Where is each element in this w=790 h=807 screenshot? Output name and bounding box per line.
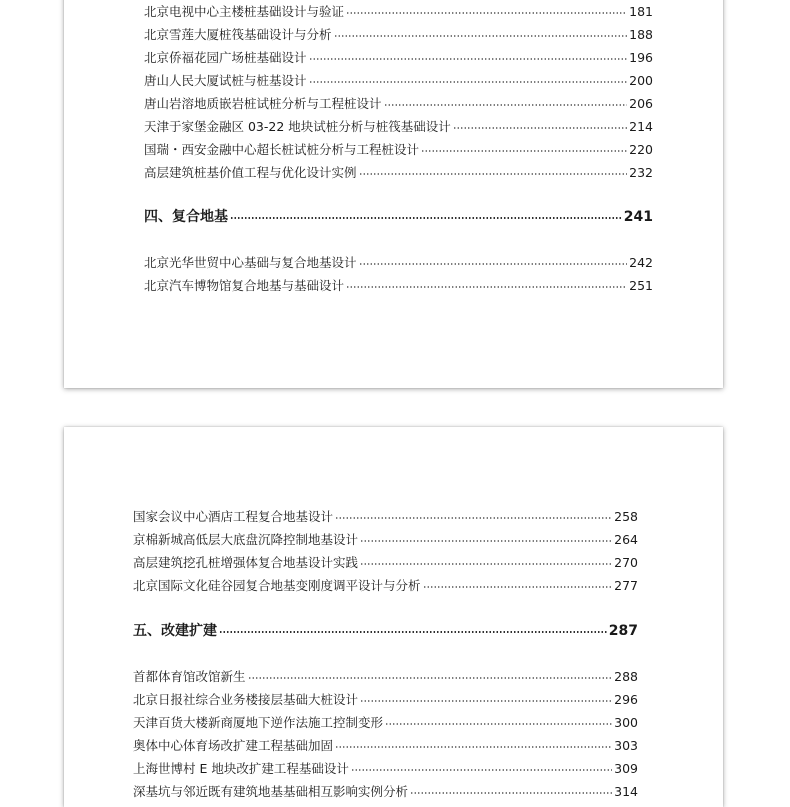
dot-leader — [384, 102, 628, 108]
toc-entry — [133, 780, 638, 803]
page-number: 296 — [614, 692, 638, 707]
toc-entry — [133, 505, 638, 528]
entry-title: 高层建筑桩基价值工程与优化设计实例 — [144, 165, 357, 180]
entry-title: 天津百货大楼新商厦地下逆作法施工控制变形 — [133, 715, 384, 730]
dot-leader — [359, 261, 628, 267]
page-number: 300 — [614, 715, 638, 730]
dot-leader — [334, 33, 628, 39]
entry-title: 首都体育馆改馆新生 — [133, 669, 246, 684]
dot-leader — [309, 56, 628, 62]
page-number: 303 — [614, 738, 638, 753]
toc-entry — [144, 274, 653, 297]
toc-entry — [133, 665, 638, 688]
entry-title: 深基坑与邻近既有建筑地基基础相互影响实例分析 — [133, 784, 409, 799]
toc-entry — [144, 0, 653, 23]
dot-leader — [335, 744, 612, 750]
toc-entry — [144, 161, 653, 184]
toc-entry — [133, 711, 638, 734]
toc-entry — [144, 69, 653, 92]
entry-title: 京棉新城高低层大底盘沉降控制地基设计 — [133, 532, 359, 547]
dot-leader — [360, 538, 612, 544]
document-page-1 — [64, 0, 723, 388]
section-title: 四、复合地基 — [144, 209, 228, 225]
entry-title: 唐山人民大厦试桩与桩基设计 — [144, 73, 307, 88]
toc-entry — [144, 115, 653, 138]
page-number: 232 — [629, 165, 653, 180]
dot-leader — [346, 10, 627, 16]
toc-entry — [144, 46, 653, 69]
page-number: 196 — [629, 50, 653, 65]
toc-entries — [144, 0, 653, 184]
entry-title: 上海世博村 E 地块改扩建工程基础设计 — [133, 761, 349, 776]
dot-leader — [360, 698, 612, 704]
entry-title: 北京国际文化硅谷园复合地基变刚度调平设计与分析 — [133, 578, 421, 593]
dot-leader — [359, 171, 628, 177]
page-number: 277 — [614, 578, 638, 593]
section-title: 五、改建扩建 — [133, 623, 217, 639]
entry-title: 国瑞・西安金融中心超长桩试桩分析与工程桩设计 — [144, 142, 420, 157]
page-number: 241 — [623, 209, 653, 225]
toc-entry — [144, 251, 653, 274]
page-number: 288 — [614, 669, 638, 684]
toc-entry — [144, 23, 653, 46]
dot-leader — [248, 675, 613, 681]
toc-section-heading — [133, 620, 638, 643]
page-number: 258 — [614, 509, 638, 524]
entry-title: 高层建筑挖孔桩增强体复合地基设计实践 — [133, 555, 359, 570]
entry-title: 北京雪莲大厦桩筏基础设计与分析 — [144, 27, 332, 42]
dot-leader — [410, 790, 612, 796]
page-number: 188 — [629, 27, 653, 42]
dot-leader — [219, 629, 607, 635]
page-number: 264 — [614, 532, 638, 547]
page-number: 220 — [629, 142, 653, 157]
page-number: 214 — [629, 119, 653, 134]
dot-leader — [351, 767, 612, 773]
toc-section — [133, 620, 638, 643]
dot-leader — [423, 584, 613, 590]
toc-entry — [133, 574, 638, 597]
entry-title: 北京日报社综合业务楼接层基础大桩设计 — [133, 692, 359, 707]
page-number: 314 — [614, 784, 638, 799]
toc-entry — [133, 757, 638, 780]
entry-title: 北京侨福花园广场桩基础设计 — [144, 50, 307, 65]
toc-section — [144, 206, 653, 229]
page-number: 270 — [614, 555, 638, 570]
toc-entry — [133, 688, 638, 711]
page-number: 181 — [629, 4, 653, 19]
page-number: 251 — [629, 278, 653, 293]
toc-section-heading — [144, 206, 653, 229]
dot-leader — [421, 148, 627, 154]
entry-title: 北京光华世贸中心基础与复合地基设计 — [144, 255, 357, 270]
toc-entry — [144, 138, 653, 161]
toc-entry — [133, 528, 638, 551]
dot-leader — [335, 515, 612, 521]
entry-title: 北京电视中心主楼桩基础设计与验证 — [144, 4, 345, 19]
page-number: 242 — [629, 255, 653, 270]
toc-entries — [133, 665, 638, 803]
page-number: 287 — [608, 623, 638, 639]
dot-leader — [385, 721, 612, 727]
toc-entries — [133, 505, 638, 597]
entry-title: 奥体中心体育场改扩建工程基础加固 — [133, 738, 334, 753]
entry-title: 天津于家堡金融区 03-22 地块试桩分析与桩筏基础设计 — [144, 119, 451, 134]
dot-leader — [360, 561, 612, 567]
dot-leader — [453, 125, 627, 131]
entry-title: 国家会议中心酒店工程复合地基设计 — [133, 509, 334, 524]
page-number: 309 — [614, 761, 638, 776]
page-number: 206 — [629, 96, 653, 111]
toc-entry — [133, 734, 638, 757]
toc-entry — [133, 551, 638, 574]
entry-title: 唐山岩溶地质嵌岩桩试桩分析与工程桩设计 — [144, 96, 382, 111]
dot-leader — [346, 284, 627, 290]
document-page-2 — [64, 427, 723, 807]
dot-leader — [230, 215, 622, 221]
page-number: 200 — [629, 73, 653, 88]
toc-entries — [144, 251, 653, 297]
toc-entry — [144, 92, 653, 115]
dot-leader — [309, 79, 628, 85]
entry-title: 北京汽车博物馆复合地基与基础设计 — [144, 278, 345, 293]
